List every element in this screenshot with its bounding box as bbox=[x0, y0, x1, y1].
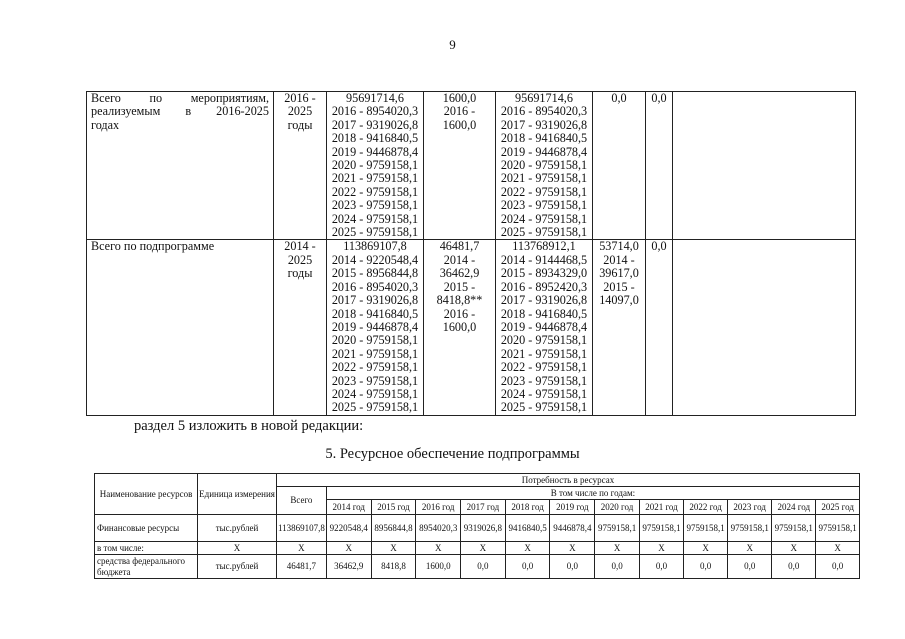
cell-line: 2015 - 8956844,8 bbox=[331, 266, 419, 281]
resource-year-value: X bbox=[728, 542, 772, 555]
table-row bbox=[95, 542, 860, 555]
cell-line: 2014 - bbox=[284, 239, 316, 254]
header-name: Наименование ресурсов bbox=[95, 474, 198, 515]
row-local bbox=[593, 240, 646, 415]
cell-line: 2018 - 9416840,5 bbox=[500, 306, 588, 321]
cell-line: 2025 - 9759158,1 bbox=[500, 400, 588, 415]
resource-year-value: 8954020,3 bbox=[416, 515, 461, 542]
resource-year-value: 0,0 bbox=[772, 555, 816, 579]
cell-line: 1600,0 bbox=[442, 117, 477, 132]
resource-name: средства федерального бюджета bbox=[95, 555, 198, 579]
resource-year-value: 9759158,1 bbox=[639, 515, 683, 542]
cell-line: 2014 - 9220548,4 bbox=[331, 252, 419, 267]
cell-line: 2024 - 9759158,1 bbox=[500, 211, 588, 226]
resource-year-value: X bbox=[684, 542, 728, 555]
resource-year-value: X bbox=[326, 542, 371, 555]
cell-line: 39617,0 bbox=[599, 266, 639, 281]
unit-line: тыс. bbox=[215, 522, 232, 533]
header-need: Потребность в ресурсах bbox=[276, 474, 859, 487]
cell-line: 2022 - 9759158,1 bbox=[500, 184, 588, 199]
cell-line: 2022 - 9759158,1 bbox=[500, 360, 588, 375]
resource-year-value: X bbox=[595, 542, 640, 555]
cell-line: 113768912,1 bbox=[512, 239, 576, 254]
row-name: Всего по подпрограмме bbox=[87, 240, 274, 415]
cell-line: 2014 - bbox=[603, 252, 635, 267]
row-regional bbox=[496, 240, 593, 415]
resource-year-value: 36462,9 bbox=[326, 555, 371, 579]
resource-year-value: 9759158,1 bbox=[728, 515, 772, 542]
cell-line: 2024 - 9759158,1 bbox=[500, 386, 588, 401]
cell-line: 113869107,8 bbox=[343, 239, 407, 254]
header-year: 2015 год bbox=[371, 500, 416, 515]
cell-line: 2015 - 8934329,0 bbox=[500, 266, 588, 281]
row-name: Всего по мероприятиям, реализуемым в 2016-2025 годах bbox=[87, 92, 274, 240]
cell-line: 2019 - 9446878,4 bbox=[500, 144, 588, 159]
table-row bbox=[95, 515, 860, 542]
resource-year-value: 9220548,4 bbox=[326, 515, 371, 542]
cell-line: 36462,9 bbox=[439, 266, 480, 281]
cell-line: 2016 - 8952420,3 bbox=[500, 279, 588, 294]
resource-year-value: X bbox=[639, 542, 683, 555]
row-total bbox=[327, 92, 424, 240]
cell-line: 2015 - bbox=[443, 279, 476, 294]
cell-line: 2021 - 9759158,1 bbox=[500, 171, 588, 186]
header-byyear: В том числе по годам: bbox=[326, 487, 859, 500]
resource-year-value: 9759158,1 bbox=[816, 515, 860, 542]
resource-year-value: X bbox=[772, 542, 816, 555]
unit-line: рублей bbox=[231, 522, 259, 533]
header-year: 2016 год bbox=[416, 500, 461, 515]
header-year: 2019 год bbox=[550, 500, 595, 515]
cell-line: 14097,0 bbox=[599, 293, 639, 308]
cell-line: 0,0 bbox=[651, 91, 667, 105]
resource-year-value: X bbox=[816, 542, 860, 555]
cell-line: 2024 - 9759158,1 bbox=[331, 386, 419, 401]
row-total bbox=[327, 240, 424, 415]
cell-line: 2015 - bbox=[603, 279, 635, 294]
resource-total: 46481,7 bbox=[276, 555, 326, 579]
page-number: 9 bbox=[449, 37, 456, 52]
resource-year-value: 0,0 bbox=[550, 555, 595, 579]
cell-line: 2021 - 9759158,1 bbox=[331, 346, 419, 361]
cell-line: 2023 - 9759158,1 bbox=[500, 198, 588, 213]
header-year: 2022 год bbox=[684, 500, 728, 515]
cell-line: 2016 - 8954020,3 bbox=[331, 104, 419, 119]
cell-line: 2019 - 9446878,4 bbox=[331, 144, 419, 159]
section-title: 5. Ресурсное обеспечение подпрограммы bbox=[325, 446, 580, 462]
resource-year-value: X bbox=[371, 542, 416, 555]
table-row bbox=[95, 555, 860, 579]
cell-line: 1600,0 bbox=[442, 319, 477, 334]
row-other bbox=[646, 240, 673, 415]
cell-line: 53714,0 bbox=[599, 239, 639, 254]
row-period bbox=[274, 240, 327, 415]
cell-line: 2020 - 9759158,1 bbox=[500, 158, 588, 173]
resource-year-value: X bbox=[416, 542, 461, 555]
unit-line: X bbox=[233, 542, 241, 553]
cell-line: 2025 bbox=[287, 104, 313, 119]
resource-unit bbox=[198, 515, 277, 542]
resource-unit bbox=[198, 555, 277, 579]
cell-line: 2020 - 9759158,1 bbox=[331, 333, 419, 348]
cell-line: 2025 - 9759158,1 bbox=[331, 225, 419, 240]
resources-table bbox=[94, 473, 860, 579]
unit-line: тыс. bbox=[215, 561, 232, 572]
resource-year-value: 8418,8 bbox=[371, 555, 416, 579]
resource-name: в том числе: bbox=[95, 542, 198, 555]
row-empty bbox=[673, 240, 856, 415]
resource-year-value: X bbox=[505, 542, 550, 555]
amendment-instruction: раздел 5 изложить в новой редакции: bbox=[134, 418, 364, 434]
resource-year-value: 0,0 bbox=[505, 555, 550, 579]
header-total: Всего bbox=[276, 487, 326, 515]
cell-line: 46481,7 bbox=[439, 239, 480, 254]
subprogram-funding-table bbox=[86, 91, 856, 416]
header-year: 2025 год bbox=[816, 500, 860, 515]
cell-line: 2019 - 9446878,4 bbox=[331, 319, 419, 334]
cell-line: 2023 - 9759158,1 bbox=[331, 373, 419, 388]
table-row bbox=[87, 92, 856, 240]
cell-line: 2021 - 9759158,1 bbox=[500, 346, 588, 361]
cell-line: 8418,8** bbox=[436, 293, 483, 308]
cell-line: 0,0 bbox=[651, 239, 667, 254]
resource-year-value: 0,0 bbox=[639, 555, 683, 579]
cell-line: 2023 - 9759158,1 bbox=[331, 198, 419, 213]
cell-line: 2017 - 9319026,8 bbox=[500, 293, 588, 308]
resource-year-value: 1600,0 bbox=[416, 555, 461, 579]
cell-line: 2025 - 9759158,1 bbox=[500, 225, 588, 240]
row-period bbox=[274, 92, 327, 240]
row-local bbox=[593, 92, 646, 240]
header-year: 2024 год bbox=[772, 500, 816, 515]
cell-line: 2018 - 9416840,5 bbox=[331, 131, 419, 146]
cell-line: 2018 - 9416840,5 bbox=[331, 306, 419, 321]
resources-body bbox=[95, 515, 860, 579]
cell-line: 2014 - 9144468,5 bbox=[500, 252, 588, 267]
resource-unit bbox=[198, 542, 277, 555]
cell-line: 2017 - 9319026,8 bbox=[331, 293, 419, 308]
cell-line: годы bbox=[287, 266, 313, 281]
resource-year-value: 8956844,8 bbox=[371, 515, 416, 542]
header-year: 2021 год bbox=[639, 500, 683, 515]
header-year: 2023 год bbox=[728, 500, 772, 515]
resource-total: X bbox=[276, 542, 326, 555]
cell-line: 95691714,6 bbox=[515, 91, 573, 105]
cell-line: годы bbox=[287, 117, 313, 132]
header-unit: Единица измерения bbox=[198, 474, 277, 515]
header-row bbox=[95, 474, 860, 487]
cell-line: 2016 - bbox=[443, 306, 476, 321]
row-federal bbox=[424, 240, 496, 415]
cell-line: 2016 - bbox=[443, 104, 476, 119]
resource-year-value: 0,0 bbox=[461, 555, 506, 579]
cell-line: 2022 - 9759158,1 bbox=[331, 184, 419, 199]
row-regional bbox=[496, 92, 593, 240]
resource-year-value: X bbox=[461, 542, 506, 555]
cell-line: 2016 - 8954020,3 bbox=[500, 104, 588, 119]
unit-line: рублей bbox=[231, 561, 259, 572]
resource-year-value: 0,0 bbox=[684, 555, 728, 579]
cell-line: 2016 - 8954020,3 bbox=[331, 279, 419, 294]
cell-line: 1600,0 bbox=[442, 91, 477, 105]
resource-year-value: 9759158,1 bbox=[595, 515, 640, 542]
cell-line: 2018 - 9416840,5 bbox=[500, 131, 588, 146]
header-year: 2017 год bbox=[461, 500, 506, 515]
cell-line: 2022 - 9759158,1 bbox=[331, 360, 419, 375]
cell-line: 2020 - 9759158,1 bbox=[331, 158, 419, 173]
cell-line: 2025 bbox=[287, 252, 313, 267]
cell-line: 95691714,6 bbox=[346, 91, 404, 105]
resource-year-value: 0,0 bbox=[728, 555, 772, 579]
cell-line: 2017 - 9319026,8 bbox=[331, 117, 419, 132]
cell-line: 2023 - 9759158,1 bbox=[500, 373, 588, 388]
header-year: 2020 год bbox=[595, 500, 640, 515]
cell-line: 2019 - 9446878,4 bbox=[500, 319, 588, 334]
cell-line: 2017 - 9319026,8 bbox=[500, 117, 588, 132]
resource-year-value: 9319026,8 bbox=[461, 515, 506, 542]
resource-year-value: X bbox=[550, 542, 595, 555]
row-federal bbox=[424, 92, 496, 240]
cell-line: 2016 - bbox=[284, 91, 316, 105]
cell-line: 0,0 bbox=[611, 91, 627, 105]
resource-year-value: 0,0 bbox=[595, 555, 640, 579]
cell-line: 2025 - 9759158,1 bbox=[331, 400, 419, 415]
resource-year-value: 0,0 bbox=[816, 555, 860, 579]
cell-line: 2020 - 9759158,1 bbox=[500, 333, 588, 348]
cell-line: 2024 - 9759158,1 bbox=[331, 211, 419, 226]
cell-line: 2014 - bbox=[443, 252, 476, 267]
header-year: 2014 год bbox=[326, 500, 371, 515]
table-row bbox=[87, 240, 856, 415]
row-empty bbox=[673, 92, 856, 240]
cell-line: 2021 - 9759158,1 bbox=[331, 171, 419, 186]
resource-name: Финансовые ресурсы bbox=[95, 515, 198, 542]
row-other bbox=[646, 92, 673, 240]
resource-year-value: 9759158,1 bbox=[772, 515, 816, 542]
header-year: 2018 год bbox=[505, 500, 550, 515]
resource-year-value: 9759158,1 bbox=[684, 515, 728, 542]
resource-total: 113869107,8 bbox=[276, 515, 326, 542]
resource-year-value: 9446878,4 bbox=[550, 515, 595, 542]
resource-year-value: 9416840,5 bbox=[505, 515, 550, 542]
